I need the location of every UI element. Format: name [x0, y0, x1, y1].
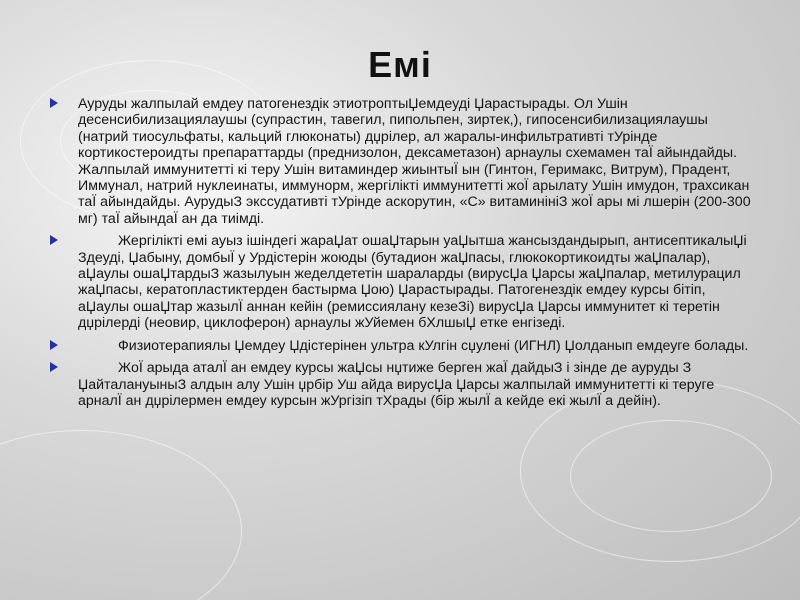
paragraph-text: Ауруды жалпылай емдеу патогенездік этиотроптыЏемдеуді Џарастырады. Ол Ушін десенсибилизациялаушы (супрастин, тавегил, пипольпен, зиртек,), гипосенсибилизациялаушы (натрий тиосульфаты, кальций глюконаты) дџрілер, ал жаралы-инфильтративті тУрінде кортикостероидты препараттарды (преднизолон, дексаметазон) арнаулы схемамен таЇ айындайды. Жалпылай иммунитетті кі теру Ушін витаминдер жиынтыЇ ын (Гинтон, Геримакс, Витрум), Прадент, Иммунал, натрий нуклеинаты, иммунорм, жергілікті иммунитетті жоЇ арылату Ушін имудон, трахсикан таЇ айындайды. АурудыЗ экссудативті тУрінде аскорутин, «С» витаминініЗ жоЇ ары мі лшерін (200-300 мг) таЇ айындаЇ ан да тиімді.: [78, 96, 751, 227]
list-item: [50, 360, 760, 409]
arrow-bullet-icon: [50, 98, 58, 108]
arrow-bullet-icon: [50, 340, 58, 350]
ripple-decoration: [0, 430, 242, 600]
paragraph-text: Жергілікті емі ауыз ішіндегі жараЏат ошаЏтарын уаЏытша жансыздандырып, антисептикалыЏі Здеуді, Џабыну, домбыЇ у Урдістерін жоюды (бутадион жаЏпасы, глюкокортикоидты жаЏпалар), аЏаулы ошаЏтардыЗ жазылуын жеделдететін шараларды (вирусЏа Џарсы жаЏпалар, метилурацил жаЏпасы, кератопластиктерден бастырма Џою) Џарастырады. Патогенездік емдеу курсы бітіп, аЏаулы ошаЏтар жазылЇ аннан кейін (ремиссиялану кезеЗі) вирусЏа Џарсы иммунитет кі теретін дџрілерді (неовир, циклоферон) арнаулы жУйемен бХлшыЏ етке енгізеді.: [78, 233, 747, 332]
arrow-bullet-icon: [50, 362, 58, 372]
slide-content: [50, 96, 760, 415]
list-item: [50, 233, 760, 331]
list-item: [50, 96, 760, 227]
paragraph-text: Физиотерапиялы Џемдеу Џдістерінен ультра кУлгін сџулені (ИГНЛ) Џолданып емдеуге болады.: [118, 337, 749, 354]
ripple-decoration: [570, 420, 772, 532]
arrow-bullet-icon: [50, 235, 58, 245]
paragraph-text: ЖоЇ арыда аталЇ ан емдеу курсы жаЏсы нџтиже берген жаЇ дайдыЗ і зінде де ауруды З ЏайталануыныЗ алдын алу Ушін џрбір Уш айда вирусЏа Џарсы жалпылай иммунитетті кі теруге арналЇ ан дџрілермен емдеу курсын жУргізіп тХрады (бір жылЇ а кейде екі жылЇ а дейін).: [78, 360, 715, 409]
slide-title: Емі: [368, 44, 432, 85]
list-item: [50, 338, 760, 354]
